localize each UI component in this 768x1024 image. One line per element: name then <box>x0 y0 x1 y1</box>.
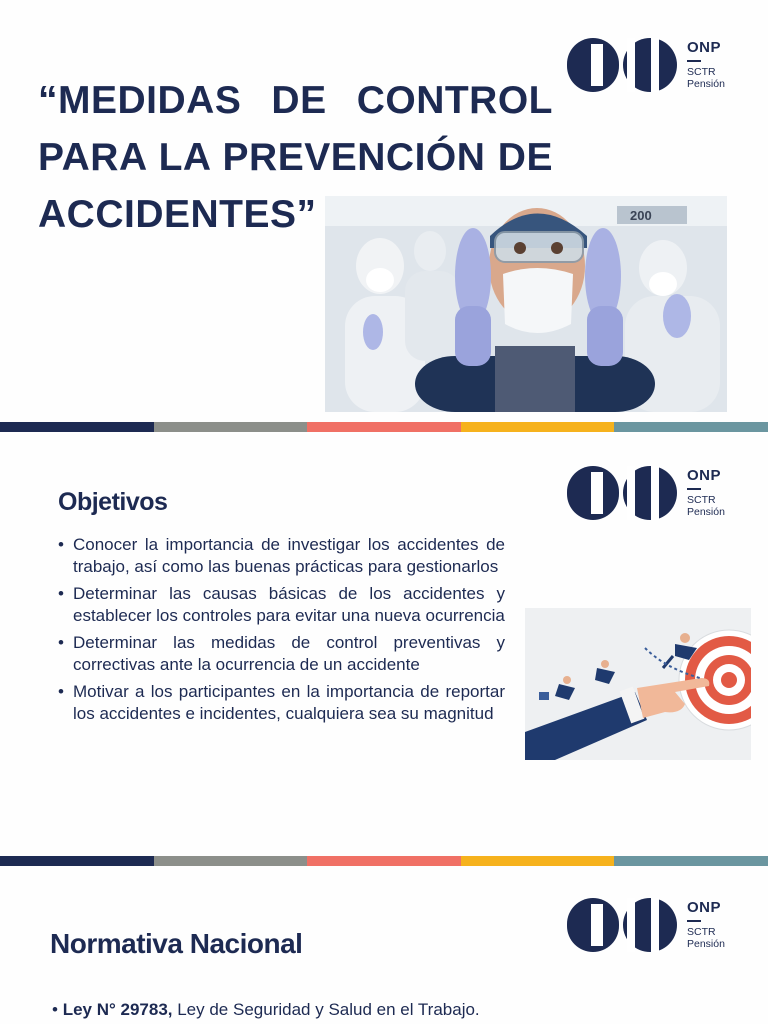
color-stripe-divider <box>0 422 768 432</box>
logo-sub-pension: Pensión <box>687 938 725 950</box>
law-number: Ley N° 29783, <box>62 1000 173 1019</box>
logo-sub-pension: Pensión <box>687 506 725 518</box>
logo-sub-sctr: SCTR <box>687 494 716 506</box>
target-illustration <box>525 608 751 760</box>
objectives-heading: Objetivos <box>58 488 168 516</box>
logo-brand-name: ONP <box>687 39 722 56</box>
bullet-dot: • <box>52 1000 63 1019</box>
objectives-list <box>58 534 505 730</box>
logo-sub-sctr: SCTR <box>687 926 716 938</box>
list-item: • Motivar a los participantes en la importancia de reportar los accidentes e incidentes, cualquiera sea su magnitud <box>58 681 505 724</box>
logo-sub-pension: Pensión <box>687 78 725 90</box>
onp-logo-mark <box>567 466 677 520</box>
logo-brand-name: ONP <box>687 899 722 916</box>
logo-divider <box>687 920 701 922</box>
list-item: • Determinar las causas básicas de los accidentes y establecer los controles para evitar una nueva ocurrencia <box>58 583 505 626</box>
onp-logo <box>567 466 725 520</box>
slide-title <box>0 0 768 422</box>
onp-logo-mark <box>567 898 677 952</box>
onp-logo-mark <box>567 38 677 92</box>
list-item: • Conocer la importancia de investigar los accidentes de trabajo, así como las buenas prácticas para gestionarlos <box>58 534 505 577</box>
regulation-heading: Normativa Nacional <box>50 928 303 959</box>
list-item: • Determinar las medidas de control preventivas y correctivas ante la ocurrencia de un accidente <box>58 632 505 675</box>
medical-staff-photo <box>325 196 727 412</box>
law-reference <box>52 1000 480 1020</box>
room-number-sign: 200 <box>630 208 652 223</box>
color-stripe-divider <box>0 856 768 866</box>
logo-sub-sctr: SCTR <box>687 66 716 78</box>
onp-logo <box>567 38 725 92</box>
slide-title-heading: “MEDIDAS DE CONTROL PARA LA PREVENCIÓN DE ACCIDENTES” <box>38 79 553 236</box>
logo-divider <box>687 488 701 490</box>
logo-divider <box>687 60 701 62</box>
logo-brand-name: ONP <box>687 467 722 484</box>
law-title: Ley de Seguridad y Salud en el Trabajo. <box>172 1000 480 1019</box>
onp-logo <box>567 898 725 952</box>
